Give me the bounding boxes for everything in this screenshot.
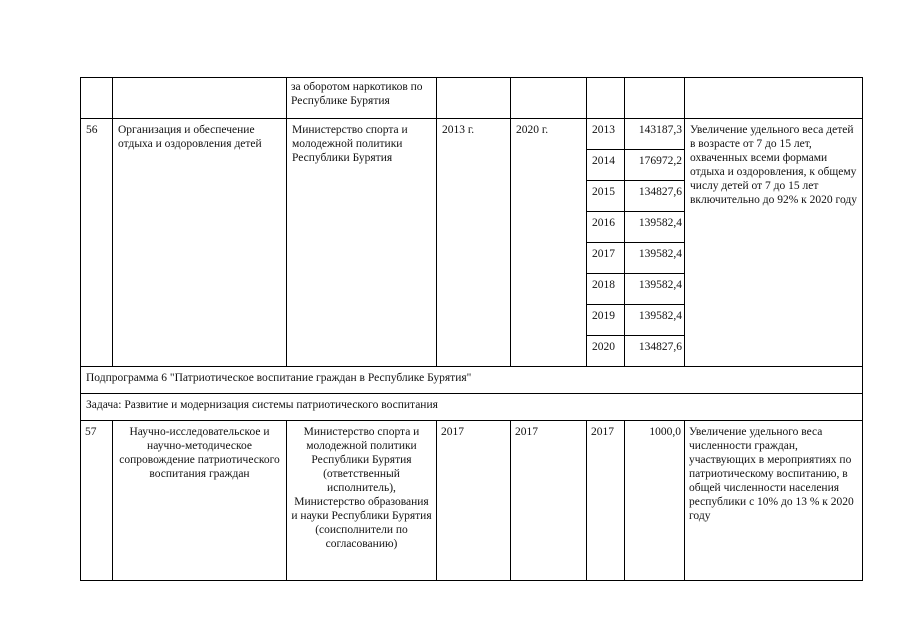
continuation-row [81, 78, 863, 119]
start-date: 2013 г. [437, 119, 511, 367]
row-number: 57 [81, 421, 113, 581]
amount-cell: 134827,6 [625, 181, 685, 212]
expected-result: Увеличение удельного веса детей в возрасте от 7 до 15 лет, охваченных всеми формами отдыха и оздоровления, к общему числу детей от 7 до 15 лет включительно до 92% к 2020 году [685, 119, 863, 367]
year-cell: 2015 [587, 181, 625, 212]
subprogram-row [81, 367, 863, 394]
year-cell: 2019 [587, 305, 625, 336]
amount-cell: 139582,4 [625, 305, 685, 336]
table-row-57 [81, 421, 863, 581]
table-row-56 [81, 119, 863, 150]
cell-amount [625, 78, 685, 119]
amount-cell: 143187,3 [625, 119, 685, 150]
cell-name [113, 78, 287, 119]
year-cell: 2016 [587, 212, 625, 243]
cell-num [81, 78, 113, 119]
amount-cell: 134827,6 [625, 336, 685, 367]
task-row [81, 394, 863, 421]
activity-name: Научно-исследовательское и научно-методическое сопровождение патриотического воспитания граждан [113, 421, 287, 581]
amount-cell: 1000,0 [625, 421, 685, 581]
year-cell: 2014 [587, 150, 625, 181]
executor: Министерство спорта и молодежной политики Республики Бурятия [287, 119, 437, 367]
cell-result [685, 78, 863, 119]
subprogram-heading: Подпрограмма 6 "Патриотическое воспитание граждан в Республике Бурятия" [81, 367, 863, 394]
expected-result: Увеличение удельного веса численности граждан, участвующих в мероприятиях по патриотическому воспитанию, в общей численности населения республики с 10% до 13 % к 2020 году [685, 421, 863, 581]
task-heading: Задача: Развитие и модернизация системы патриотического воспитания [81, 394, 863, 421]
amount-cell: 139582,4 [625, 243, 685, 274]
amount-cell: 139582,4 [625, 212, 685, 243]
year-cell: 2013 [587, 119, 625, 150]
year-cell: 2017 [587, 421, 625, 581]
year-cell: 2020 [587, 336, 625, 367]
cell-end [511, 78, 587, 119]
cell-year [587, 78, 625, 119]
activity-name: Организация и обеспечение отдыха и оздоровления детей [113, 119, 287, 367]
amount-cell: 139582,4 [625, 274, 685, 305]
row-number: 56 [81, 119, 113, 367]
cell-executor: за оборотом наркотиков по Республике Бурятия [287, 78, 437, 119]
amount-cell: 176972,2 [625, 150, 685, 181]
program-table [80, 77, 863, 581]
end-date: 2020 г. [511, 119, 587, 367]
end-date: 2017 [511, 421, 587, 581]
executor: Министерство спорта и молодежной политики Республики Бурятия (ответственный исполнитель), Министерство образования и науки Республики Бурятия (соисполнители по согласованию) [287, 421, 437, 581]
year-cell: 2017 [587, 243, 625, 274]
start-date: 2017 [437, 421, 511, 581]
cell-start [437, 78, 511, 119]
year-cell: 2018 [587, 274, 625, 305]
